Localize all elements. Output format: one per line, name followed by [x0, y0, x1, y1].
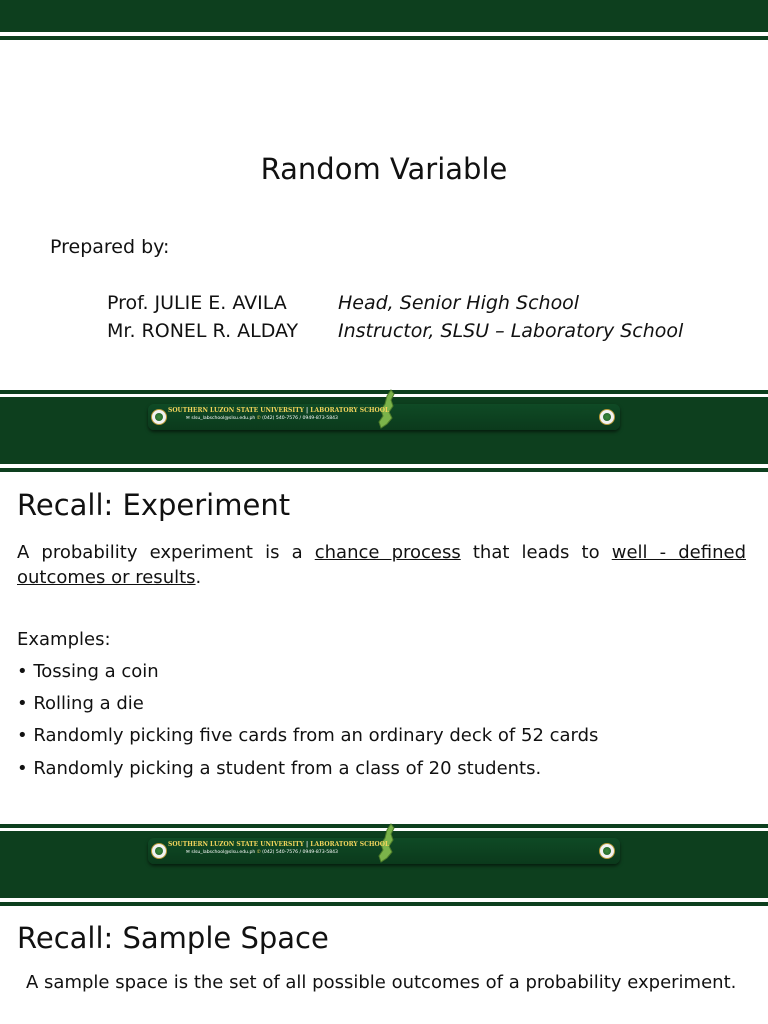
footer-email: slsu_labschool@slsu.edu.ph	[191, 850, 256, 855]
mail-icon: ✉	[186, 416, 190, 421]
chance-process-term: chance process	[314, 542, 461, 563]
footer-contact-line	[186, 850, 338, 855]
school-seal-icon	[599, 843, 615, 859]
top-header-stripe	[0, 36, 768, 40]
footer-contact-line	[186, 416, 338, 421]
example-text: Randomly picking five cards from an ordinary deck of 52 cards	[33, 725, 599, 746]
top-header-band	[0, 0, 768, 32]
well-defined-term: well - defined	[611, 542, 747, 563]
example-item: • Tossing a coin	[17, 661, 159, 682]
definition-text-2: that leads to	[460, 542, 612, 563]
phone-icon: ✆	[256, 850, 261, 855]
experiment-heading: Recall: Experiment	[17, 488, 291, 522]
footer-separator: |	[306, 407, 309, 414]
example-item: • Randomly picking five cards from an ordinary deck of 52 cards	[17, 725, 599, 746]
sample-space-definition: A sample space is the set of all possible outcomes of a probability experiment.	[26, 972, 737, 993]
footer-university-line	[168, 407, 389, 414]
example-text: Randomly picking a student from a class of 20 students.	[33, 758, 542, 779]
phone-icon: ✆	[256, 416, 261, 421]
footer-email: slsu_labschool@slsu.edu.ph	[191, 416, 256, 421]
footer-phone: (042) 540-7576 / 0949-873-5843	[262, 850, 338, 855]
school-seal-icon	[599, 409, 615, 425]
sample-space-heading: Recall: Sample Space	[17, 921, 329, 955]
example-item: • Randomly picking a student from a class of 20 students.	[17, 758, 542, 779]
outcomes-term: outcomes or results	[17, 567, 196, 588]
definition-text-1: A probability experiment is a	[17, 542, 315, 563]
definition-period: .	[195, 567, 202, 588]
experiment-definition	[17, 540, 746, 590]
example-item: • Rolling a die	[17, 693, 144, 714]
prepared-by-label: Prepared by:	[50, 236, 170, 258]
mail-icon: ✉	[186, 850, 190, 855]
author-role-1: Head, Senior High School	[338, 292, 580, 314]
footer-phone: (042) 540-7576 / 0949-873-5843	[262, 416, 338, 421]
footer-separator: |	[306, 841, 309, 848]
university-seal-icon	[151, 409, 167, 425]
footer-university-name: SOUTHERN LUZON STATE UNIVERSITY	[168, 407, 304, 414]
footer-university-line	[168, 841, 389, 848]
footer-university-name: SOUTHERN LUZON STATE UNIVERSITY	[168, 841, 304, 848]
author-role-2: Instructor, SLSU – Laboratory School	[338, 320, 684, 342]
footer-school-name: LABORATORY SCHOOL	[310, 407, 390, 414]
example-text: Tossing a coin	[33, 661, 159, 682]
author-name-2: Mr. RONEL R. ALDAY	[107, 320, 299, 342]
footer-bottom-stripe	[0, 902, 768, 906]
slide-title: Random Variable	[260, 152, 508, 186]
footer-bottom-stripe	[0, 468, 768, 472]
university-seal-icon	[151, 843, 167, 859]
author-name-1: Prof. JULIE E. AVILA	[107, 292, 287, 314]
example-text: Rolling a die	[33, 693, 144, 714]
examples-label: Examples:	[17, 629, 111, 650]
footer-school-name: LABORATORY SCHOOL	[310, 841, 390, 848]
